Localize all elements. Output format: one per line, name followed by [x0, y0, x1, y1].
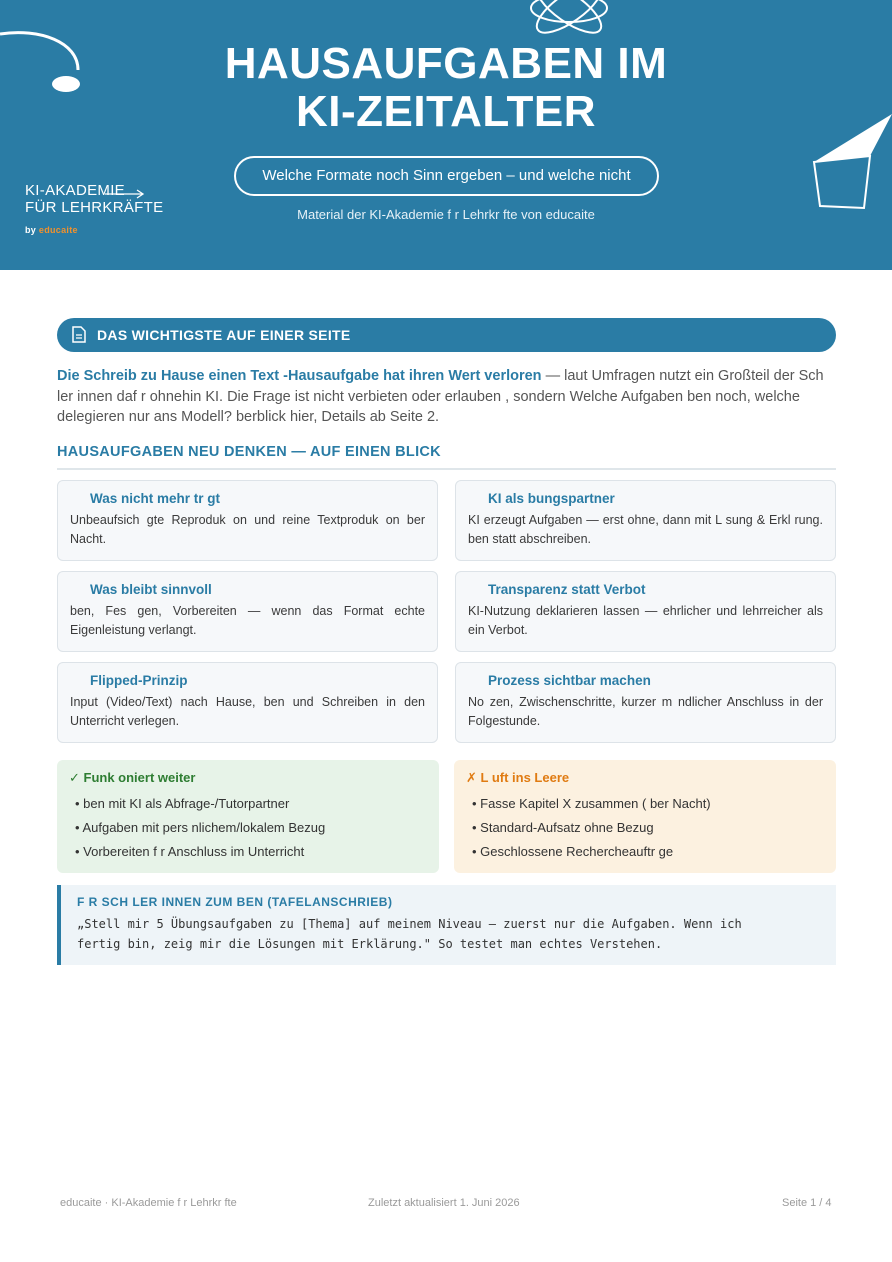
document-icon	[72, 326, 86, 343]
list-item: • Aufgaben mit pers nlichem/lokalem Bezug	[75, 820, 326, 835]
card-body: ben, Fes gen, Vorbereiten — wenn das Format echte Eigenleistung verlangt.	[70, 604, 425, 637]
logo-by-prefix: by	[25, 225, 39, 235]
intro-highlight: Die Schreib zu Hause einen Text -Hausaufgabe hat ihren Wert verloren	[57, 368, 542, 384]
list-item: • Vorbereiten f r Anschluss im Unterricht	[75, 844, 305, 859]
card-title: Was nicht mehr tr gt	[90, 491, 221, 506]
overview-heading: HAUSAUFGABEN NEU DENKEN — AUF EINEN BLICK	[57, 444, 836, 470]
fails-title: ✗ L uft ins Leere	[466, 770, 570, 785]
tip-line-2: fertig bin, zeig mir die Lösungen mit Erklärung." So testet man echtes Verstehen.	[77, 937, 663, 951]
logo-by-line	[25, 222, 163, 239]
atom-decoration	[526, 0, 612, 34]
tip-title: F R SCH LER INNEN ZUM BEN (TAFELANSCHRIEB)	[77, 895, 393, 909]
intro-paragraph	[57, 366, 837, 428]
card-title: Transparenz statt Verbot	[488, 582, 646, 597]
works-title: ✓ Funk oniert weiter	[69, 770, 196, 785]
list-item: • Geschlossene Rechercheauftr ge	[472, 844, 674, 859]
card-flipped	[57, 662, 438, 743]
card-title: Prozess sichtbar machen	[488, 673, 651, 688]
logo-brand: educaite	[38, 225, 78, 235]
header-banner	[0, 0, 892, 270]
tip-prompt	[77, 914, 820, 954]
logo-line-2: FÜR LEHRKRÄFTE	[25, 199, 164, 216]
card-body: Input (Video/Text) nach Hause, ben und Schreiben in den Unterricht verlegen.	[70, 695, 425, 728]
footer-updated: Zuletzt aktualisiert 1. Juni 2026	[368, 1197, 520, 1209]
list-item: • Fasse Kapitel X zusammen ( ber Nacht)	[472, 796, 711, 811]
section-header	[57, 318, 836, 352]
fails-box	[454, 760, 836, 873]
card-process	[455, 662, 836, 743]
card-body: No zen, Zwischenschritte, kurzer m ndlicher Anschluss in der Folgestunde.	[468, 695, 823, 728]
academy-logo	[25, 182, 163, 239]
card-body: KI erzeugt Aufgaben — erst ohne, dann mit L sung & Erkl rung. ben statt abschreiben.	[468, 513, 823, 546]
card-title: KI als bungspartner	[488, 491, 615, 506]
card-transparency	[455, 571, 836, 652]
list-item: • ben mit KI als Abfrage-/Tutorpartner	[75, 796, 290, 811]
list-item: • Standard-Aufsatz ohne Bezug	[472, 820, 654, 835]
card-still-sensible	[57, 571, 438, 652]
intro-text: — laut Umfragen nutzt ein Großteil der Sch ler innen daf r ohnehin KI. Die Frage ist nicht verbieten oder erlauben , sondern Welche Aufgaben ben noch, welche delegieren nur ans Modell? berblick hier, Details ab Seite 2.	[57, 368, 824, 425]
fails-list	[466, 792, 824, 864]
title-line-1: HAUSAUFGABEN IM	[224, 39, 668, 88]
page-title	[0, 40, 892, 136]
tip-line-1: „Stell mir 5 Übungsaufgaben zu [Thema] auf meinem Niveau – zuerst nur die Aufgaben. Wenn ich	[77, 917, 742, 931]
tip-box	[57, 885, 836, 965]
section-title: DAS WICHTIGSTE AUF EINER SEITE	[97, 327, 351, 343]
card-not-working	[57, 480, 438, 561]
works-box	[57, 760, 439, 873]
arrow-icon	[105, 189, 147, 199]
card-ki-partner	[455, 480, 836, 561]
logo-line-1: KI-AKADEMIE	[25, 182, 125, 199]
card-title: Flipped-Prinzip	[90, 673, 188, 688]
works-list	[69, 792, 427, 864]
card-title: Was bleibt sinnvoll	[90, 582, 212, 597]
byline: Material der KI-Akademie f r Lehrkr fte von educaite	[297, 207, 595, 222]
footer-left: educaite · KI-Akademie f r Lehrkr fte	[60, 1197, 237, 1209]
footer-page-number: Seite 1 / 4	[782, 1197, 832, 1209]
title-line-2: KI-ZEITALTER	[295, 87, 597, 136]
card-body: KI-Nutzung deklarieren lassen — ehrlicher und lehrreicher als ein Verbot.	[468, 604, 823, 637]
subtitle-pill: Welche Formate noch Sinn ergeben – und welche nicht	[234, 156, 659, 196]
card-body: Unbeaufsich gte Reproduk on und reine Textproduk on ber Nacht.	[70, 513, 425, 546]
